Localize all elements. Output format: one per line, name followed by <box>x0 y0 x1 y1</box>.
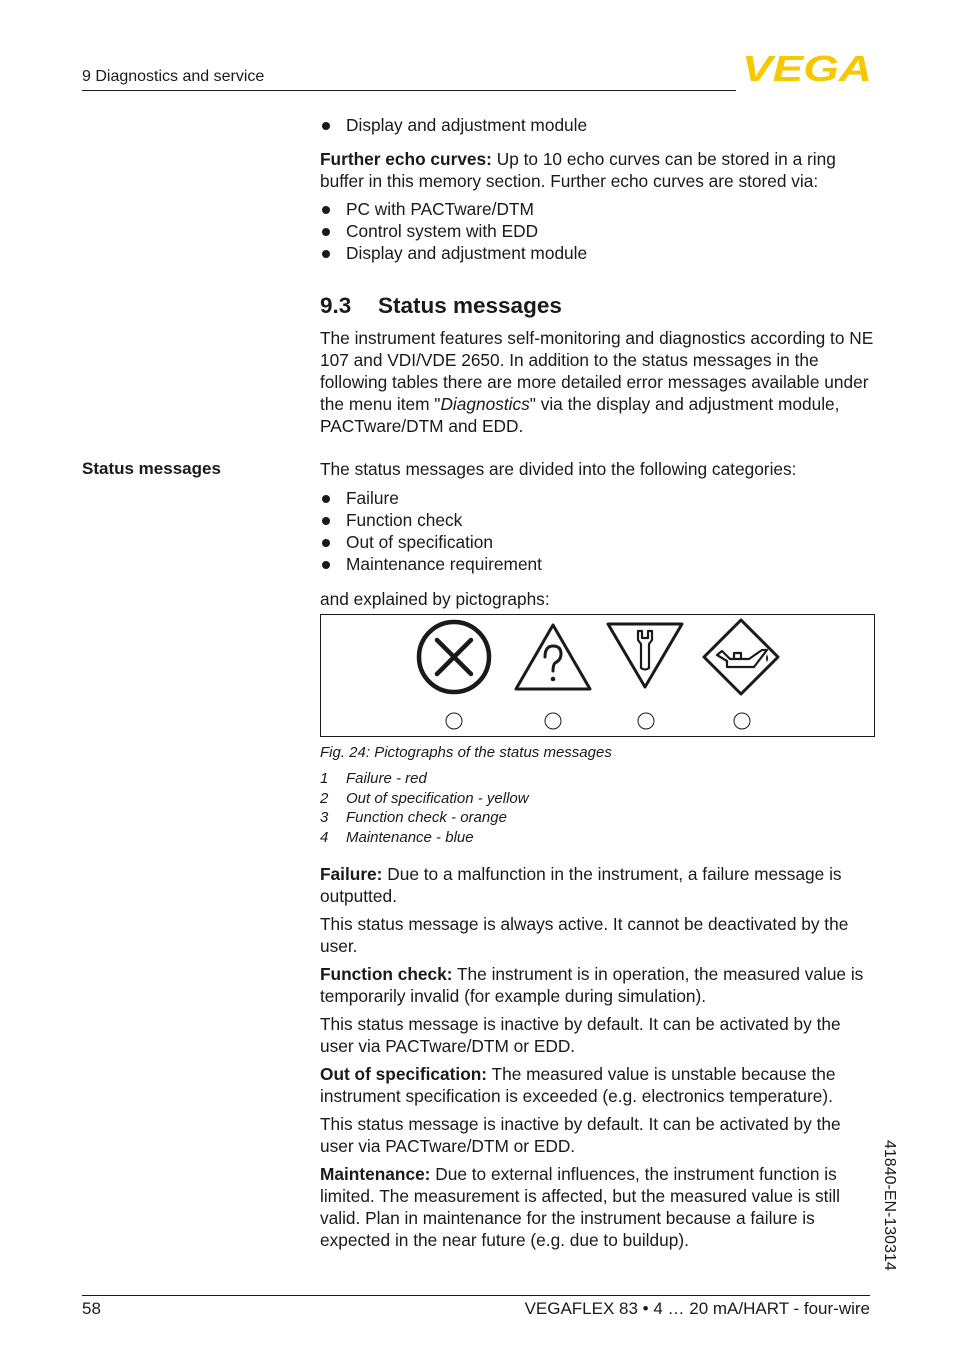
list-item: Control system with EDD <box>320 220 875 242</box>
legend-number: 4 <box>320 828 329 846</box>
function-check-text: The instrument is in operation, the measured value is temporarily invalid (for example during simulation). <box>320 964 864 1006</box>
maintenance-label: Maintenance: <box>320 1164 431 1184</box>
vega-logo <box>741 52 873 84</box>
failure-text: Due to a malfunction in the instrument, a failure message is outputted. <box>320 864 842 906</box>
categories-outro: and explained by pictographs: <box>320 589 550 609</box>
pictograph-figure <box>320 614 875 737</box>
legend-text: Maintenance - blue <box>346 828 474 846</box>
list-item: PC with PACTware/DTM <box>320 198 875 220</box>
maintenance-description <box>320 1163 875 1251</box>
out-of-spec-description <box>320 1063 875 1157</box>
legend-number: 3 <box>320 809 329 827</box>
section-heading <box>320 293 562 319</box>
side-label-status-messages: Status messages <box>82 459 221 478</box>
footer-divider <box>82 1295 870 1296</box>
echo-bullet-list <box>320 198 875 264</box>
diagnostics-menu-item: Diagnostics <box>440 394 530 414</box>
wrench-triangle-icon <box>608 624 682 687</box>
maintenance-paragraph <box>320 1163 875 1251</box>
page-number: 58 <box>82 1299 101 1318</box>
failure-label: Failure: <box>320 864 383 884</box>
failure-description <box>320 863 875 957</box>
header-section-title: 9 Diagnostics and service <box>82 68 265 85</box>
legend-number: 2 <box>320 789 329 807</box>
callout-circle-2 <box>545 713 561 729</box>
list-item: Display and adjustment module <box>320 242 875 264</box>
legend-item <box>320 769 529 789</box>
figure-legend <box>320 769 529 847</box>
failure-note: This status message is always active. It cannot be deactivated by the user. <box>320 914 849 956</box>
vega-logo-text: VEGA <box>742 52 872 84</box>
list-item: Display and adjustment module <box>320 114 875 136</box>
legend-item <box>320 789 529 809</box>
echo-curves-paragraph <box>320 148 875 192</box>
section-title: Status messages <box>378 293 562 318</box>
callout-circle-3 <box>638 713 654 729</box>
intro-text-a: The instrument features self-monitoring and diagnostics according to NE 107 and VDI/VDE 2650. In addition to the status messages in the following tables there are more detailed error messages available under the menu item " <box>320 328 874 414</box>
categories-block <box>320 458 875 610</box>
echo-curves-block <box>320 148 875 264</box>
question-triangle-icon <box>516 625 590 689</box>
echo-curves-text: Up to 10 echo curves can be stored in a ring buffer in this memory section. Further echo curves are stored via: <box>320 149 836 191</box>
section-intro <box>320 327 875 437</box>
figure-caption: Fig. 24: Pictographs of the status messages <box>320 744 612 761</box>
out-of-spec-text: The measured value is unstable because the instrument specification is exceeded (e.g. electronics temperature). <box>320 1064 836 1106</box>
function-check-note: This status message is inactive by default. It can be activated by the user via PACTware/DTM or EDD. <box>320 1014 841 1056</box>
categories-intro: The status messages are divided into the following categories: <box>320 459 797 479</box>
footer-product-title: VEGAFLEX 83 • 4 … 20 mA/HART - four-wire <box>524 1299 870 1318</box>
list-item: Maintenance requirement <box>320 553 875 575</box>
section-number: 9.3 <box>320 293 352 318</box>
list-item: Out of specification <box>320 531 875 553</box>
function-check-paragraph <box>320 963 875 1007</box>
callout-circle-1 <box>446 713 462 729</box>
header-divider <box>82 90 736 91</box>
intro-bullet-list <box>320 114 875 136</box>
out-of-spec-label: Out of specification: <box>320 1064 488 1084</box>
maintenance-text: Due to external influences, the instrument function is limited. The measurement is affected, but the measured value is still valid. Plan in maintenance for the instrument because a failure is expected in the near future (e.g. due to buildup). <box>320 1164 840 1250</box>
legend-number: 1 <box>320 770 329 787</box>
legend-text: Function check - orange <box>346 809 507 827</box>
function-check-label: Function check: <box>320 964 453 984</box>
echo-curves-label: Further echo curves: <box>320 149 492 169</box>
legend-text: Out of specification - yellow <box>346 789 529 807</box>
legend-item <box>320 828 529 848</box>
categories-list <box>320 487 875 575</box>
pictograph-canvas <box>321 615 874 736</box>
failure-paragraph <box>320 863 875 907</box>
document-number: 41840-EN-130314 <box>881 1140 898 1271</box>
out-of-spec-note: This status message is inactive by default. It can be activated by the user via PACTware/DTM or EDD. <box>320 1114 841 1156</box>
oilcan-diamond-icon <box>704 620 778 694</box>
list-item: Failure <box>320 487 875 509</box>
list-item: Function check <box>320 509 875 531</box>
callout-circle-4 <box>734 713 750 729</box>
failure-x-icon <box>419 622 489 692</box>
legend-item <box>320 808 529 828</box>
intro-list-block <box>320 114 875 136</box>
legend-text: Failure - red <box>346 770 427 787</box>
intro-text-b: " via the display and adjustment module, PACTware/DTM and EDD. <box>320 394 840 436</box>
out-of-spec-paragraph <box>320 1063 875 1107</box>
function-check-description <box>320 963 875 1057</box>
section-intro-paragraph <box>320 327 875 437</box>
